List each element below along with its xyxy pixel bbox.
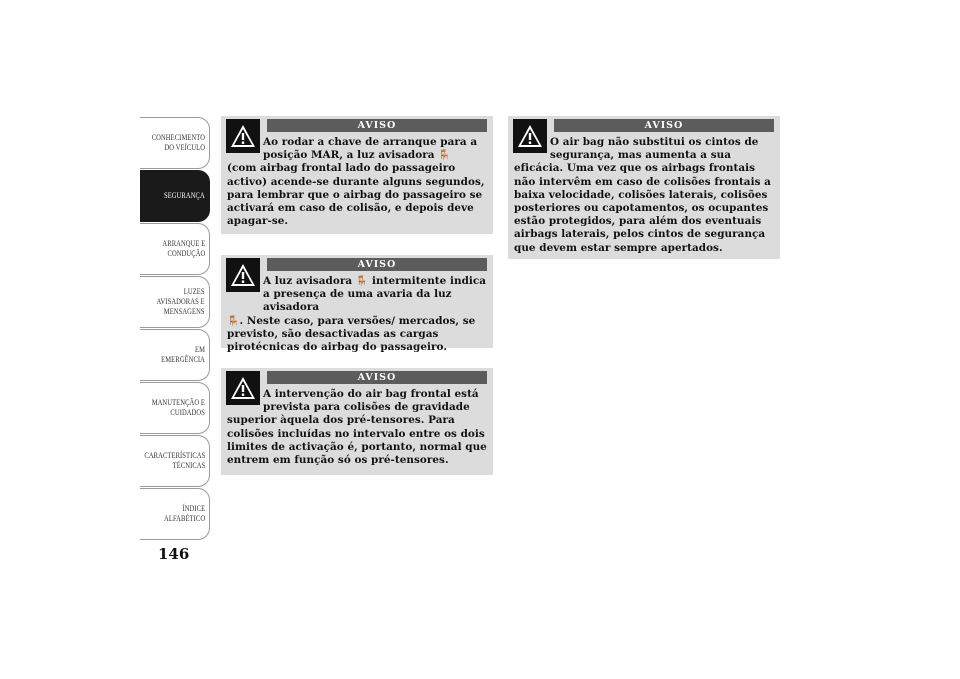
- warning-text: [227, 275, 487, 354]
- tab-seguranca[interactable]: [140, 170, 210, 222]
- tab-label: CONHECIMENTO DO VEÍCULO: [151, 133, 205, 152]
- warning-text-rest: (com airbag frontal lado do passageiro activo) acende-se durante alguns segundos, para lembrar que o airbag do passageiro se activará em caso de colisão, e depois deve apagar-se.: [227, 162, 485, 228]
- warning-heading: AVISO: [554, 119, 774, 132]
- warning-box: [508, 116, 780, 259]
- tab-label: EM EMERGÊNCIA: [161, 345, 205, 364]
- tab-label: MANUTENÇÃO E CUIDADOS: [151, 398, 205, 417]
- warning-text: [227, 136, 487, 228]
- tab-luzes-avisadoras[interactable]: [140, 276, 210, 328]
- warning-triangle-icon: [513, 119, 547, 153]
- tab-label: ÍNDICE ALFABÉTICO: [163, 504, 205, 523]
- tab-arranque-e-conducao[interactable]: [140, 223, 210, 275]
- warning-triangle-icon: [226, 371, 260, 405]
- warning-text-rest: . Neste caso, para versões/ mercados, se previsto, são desactivadas as cargas pirotécnicas do airbag do passageiro.: [227, 314, 476, 354]
- warning-heading: AVISO: [267, 119, 487, 132]
- tab-label: CARACTERÍSTICAS TÉCNICAS: [143, 451, 205, 470]
- tab-em-emergencia[interactable]: [140, 329, 210, 381]
- warning-text-lead: A luz avisadora: [263, 275, 353, 287]
- warning-text-lead: Ao rodar a chave de arranque para a posição MAR, a luz avisadora: [263, 136, 478, 162]
- tab-conhecimento-do-veiculo[interactable]: [140, 117, 210, 169]
- tab-label: SEGURANÇA: [164, 191, 205, 200]
- warning-triangle-icon: [226, 119, 260, 153]
- warning-text-lead: A intervenção do air bag frontal está prevista para colisões de gravidade: [263, 388, 479, 414]
- warning-box: [221, 368, 493, 475]
- warning-box: [221, 255, 493, 354]
- tab-manutencao-e-cuidados[interactable]: [140, 382, 210, 434]
- warning-heading: AVISO: [267, 371, 487, 384]
- warning-box: [221, 116, 493, 234]
- airbag-warning-light-icon: 🪑: [227, 315, 240, 327]
- warning-text-mid: intermitente indica a presença de uma avaria da luz avisadora: [263, 275, 487, 314]
- airbag-warning-light-icon: 🪑: [438, 150, 451, 162]
- tab-label: LUZES AVISADORAS E MENSAGENS: [156, 287, 205, 316]
- tab-caracteristicas-tecnicas[interactable]: [140, 435, 210, 487]
- tab-label: ARRANQUE E CONDUÇÃO: [162, 239, 205, 258]
- warning-text: [514, 136, 774, 255]
- page-number: 146: [158, 545, 190, 563]
- warning-text-lead: O air bag não substitui os cintos de segurança, mas aumenta a sua: [550, 136, 759, 162]
- warning-text-rest: eficácia. Uma vez que os airbags frontais não intervêm em caso de colisões frontais a baixa velocidade, colisões laterais, colisões posteriores ou capotamentos, os ocupantes estão protegidos, para além dos eventuais airbags laterais, pelos cintos de segurança que devem estar sempre apertados.: [514, 162, 771, 254]
- warning-heading: AVISO: [267, 258, 487, 271]
- warning-text: [227, 388, 487, 467]
- warning-text-rest: superior àquela dos pré-tensores. Para colisões incluídas no intervalo entre os dois limites de activação é, portanto, normal que entrem em função só os pré-tensores.: [227, 414, 487, 467]
- warning-triangle-icon: [226, 258, 260, 292]
- tab-indice-alfabetico[interactable]: [140, 488, 210, 540]
- airbag-warning-light-icon: 🪑: [355, 276, 369, 287]
